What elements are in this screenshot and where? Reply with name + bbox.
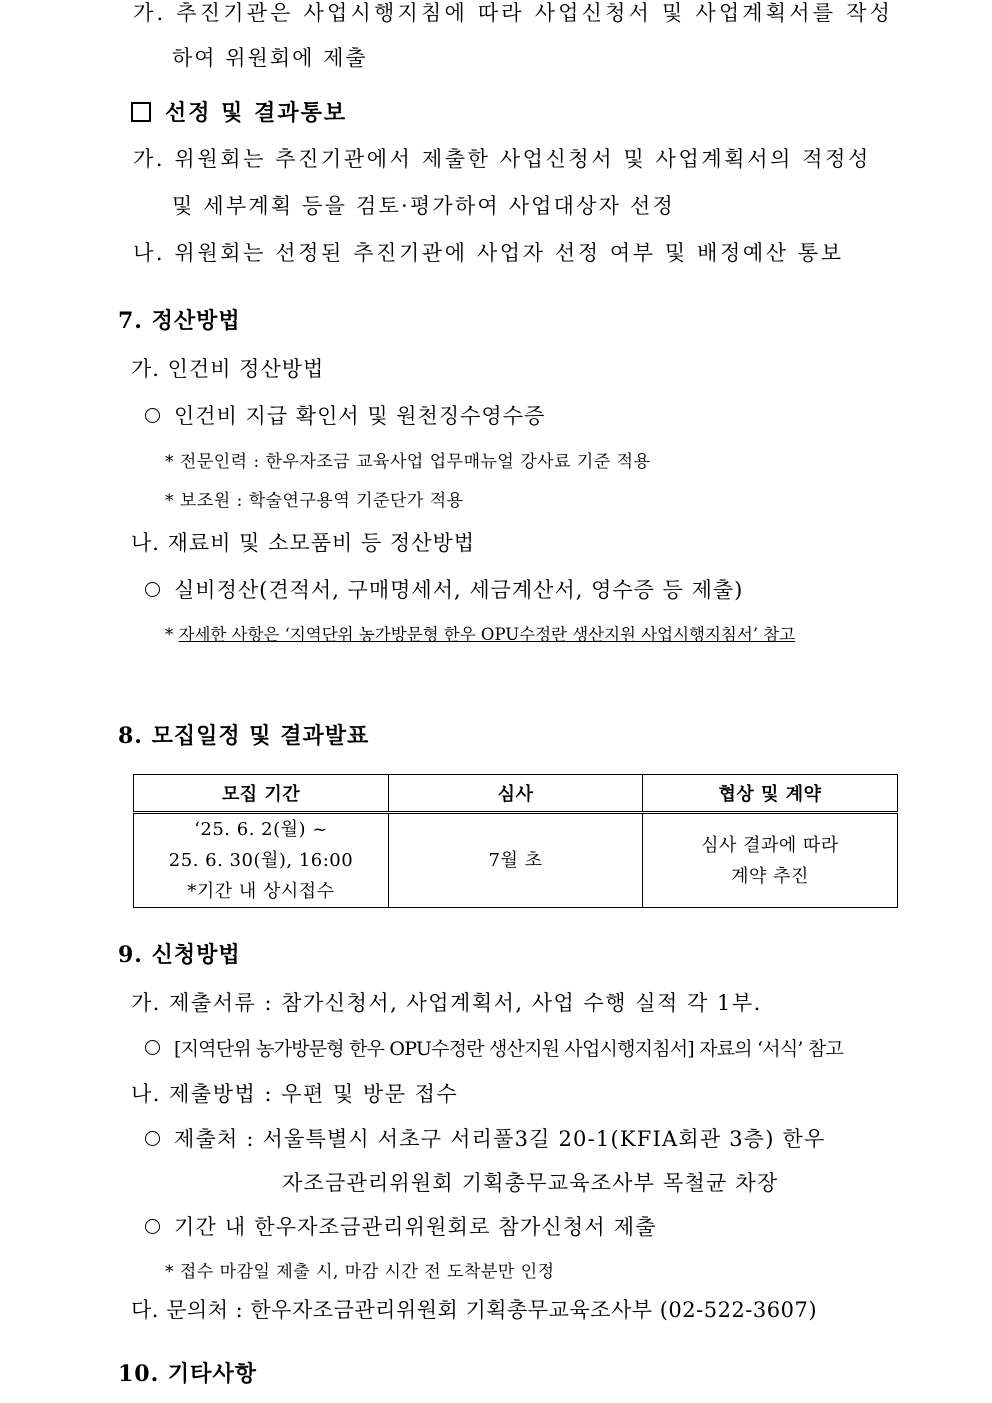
reference-note-text: 자세한 사항은 ‘지역단위 농가방문형 한우 OPU수정란 생산지원 사업시행지침서’ 참고 (178, 625, 796, 644)
s7-item-a-bullet (145, 401, 545, 431)
cell-period (134, 813, 389, 908)
period-line-3: *기간 내 상시접수 (187, 881, 335, 902)
header-contract: 협상 및 계약 (643, 775, 898, 813)
s9-item-a: 가. 제출서류 : 참가신청서, 사업계획서, 사업 수행 실적 각 1부. (131, 991, 762, 1015)
section-10-heading: 10. 기타사항 (118, 1361, 257, 1387)
circle-bullet-icon (145, 1219, 160, 1234)
selection-heading (131, 98, 347, 128)
section-9-heading: 9. 신청방법 (118, 942, 241, 968)
selection-item-b: 나. 위원회는 선정된 추진기관에 사업자 선정 여부 및 배정예산 통보 (133, 241, 844, 265)
apply-item-a-text: 가. 추진기관은 사업시행지침에 따라 사업신청서 및 사업계획서를 작성 (133, 1, 894, 25)
s9-item-b-bullet-1-text: 제출처 : 서울특별시 서초구 서리풀3길 20-1(KFIA회관 3층) 한우 (174, 1127, 826, 1151)
period-line-2: 25. 6. 30(월), 16:00 (168, 850, 354, 871)
apply-item-a (133, 0, 897, 28)
cell-review: 7월 초 (389, 813, 643, 908)
s9-item-b-bullet-2 (145, 1212, 657, 1242)
s9-item-b: 나. 제출방법 : 우편 및 방문 접수 (131, 1082, 459, 1106)
contract-line-2: 계약 추진 (731, 865, 809, 887)
schedule-header-row (134, 775, 898, 813)
note-star: * (165, 625, 174, 644)
section-8-heading: 8. 모집일정 및 결과발표 (118, 723, 370, 749)
s7-note-2: * 보조원 : 학술연구용역 기준단가 적용 (165, 491, 464, 511)
circle-bullet-icon (145, 582, 160, 597)
header-review: 심사 (389, 775, 643, 813)
s9-item-a-bullet-text: [지역단위 농가방문형 한우 OPU수정란 생산지원 사업시행지침서] 자료의 ‘서식’ 참고 (174, 1038, 843, 1060)
selection-item-a-cont: 및 세부계획 등을 검토·평가하여 사업대상자 선정 (172, 194, 675, 218)
s7-item-b-bullet (145, 575, 743, 605)
s9-note: * 접수 마감일 제출 시, 마감 시간 전 도착분만 인정 (165, 1262, 555, 1282)
circle-bullet-icon (145, 1131, 160, 1146)
contract-line-1: 심사 결과에 따라 (701, 834, 839, 856)
schedule-table (133, 774, 898, 908)
circle-bullet-icon (145, 408, 160, 423)
s7-reference-note (165, 620, 795, 650)
s9-item-b-bullet-1-cont: 자조금관리위원회 기획총무교육조사부 목철균 차장 (282, 1171, 779, 1195)
s7-item-a: 가. 인건비 정산방법 (131, 357, 325, 381)
s7-item-b-bullet-text: 실비정산(견적서, 구매명세서, 세금계산서, 영수증 등 제출) (174, 578, 744, 602)
checkbox-square-icon (131, 102, 151, 122)
schedule-row (134, 813, 898, 908)
cell-contract (643, 813, 898, 908)
s9-item-a-bullet (145, 1034, 843, 1064)
circle-bullet-icon (145, 1040, 160, 1055)
selection-item-a: 가. 위원회는 추진기관에서 제출한 사업신청서 및 사업계획서의 적정성 (133, 147, 871, 171)
period-line-1: ‘25. 6. 2(월) ~ (194, 819, 328, 840)
selection-heading-text: 선정 및 결과통보 (165, 100, 348, 126)
s7-item-b: 나. 재료비 및 소모품비 등 정산방법 (131, 531, 476, 555)
s9-item-c: 다. 문의처 : 한우자조금관리위원회 기획총무교육조사부 (02-522-3607) (131, 1298, 818, 1322)
s7-item-a-bullet-text: 인건비 지급 확인서 및 원천징수영수증 (174, 404, 546, 428)
section-7-heading: 7. 정산방법 (118, 308, 241, 334)
apply-item-a-cont: 하여 위원회에 제출 (172, 46, 368, 70)
header-period: 모집 기간 (134, 775, 389, 813)
s9-item-b-bullet-2-text: 기간 내 한우자조금관리위원회로 참가신청서 제출 (174, 1215, 657, 1239)
s9-item-b-bullet-1 (145, 1124, 826, 1154)
s7-note-1: * 전문인력 : 한우자조금 교육사업 업무매뉴얼 강사료 기준 적용 (165, 452, 651, 472)
